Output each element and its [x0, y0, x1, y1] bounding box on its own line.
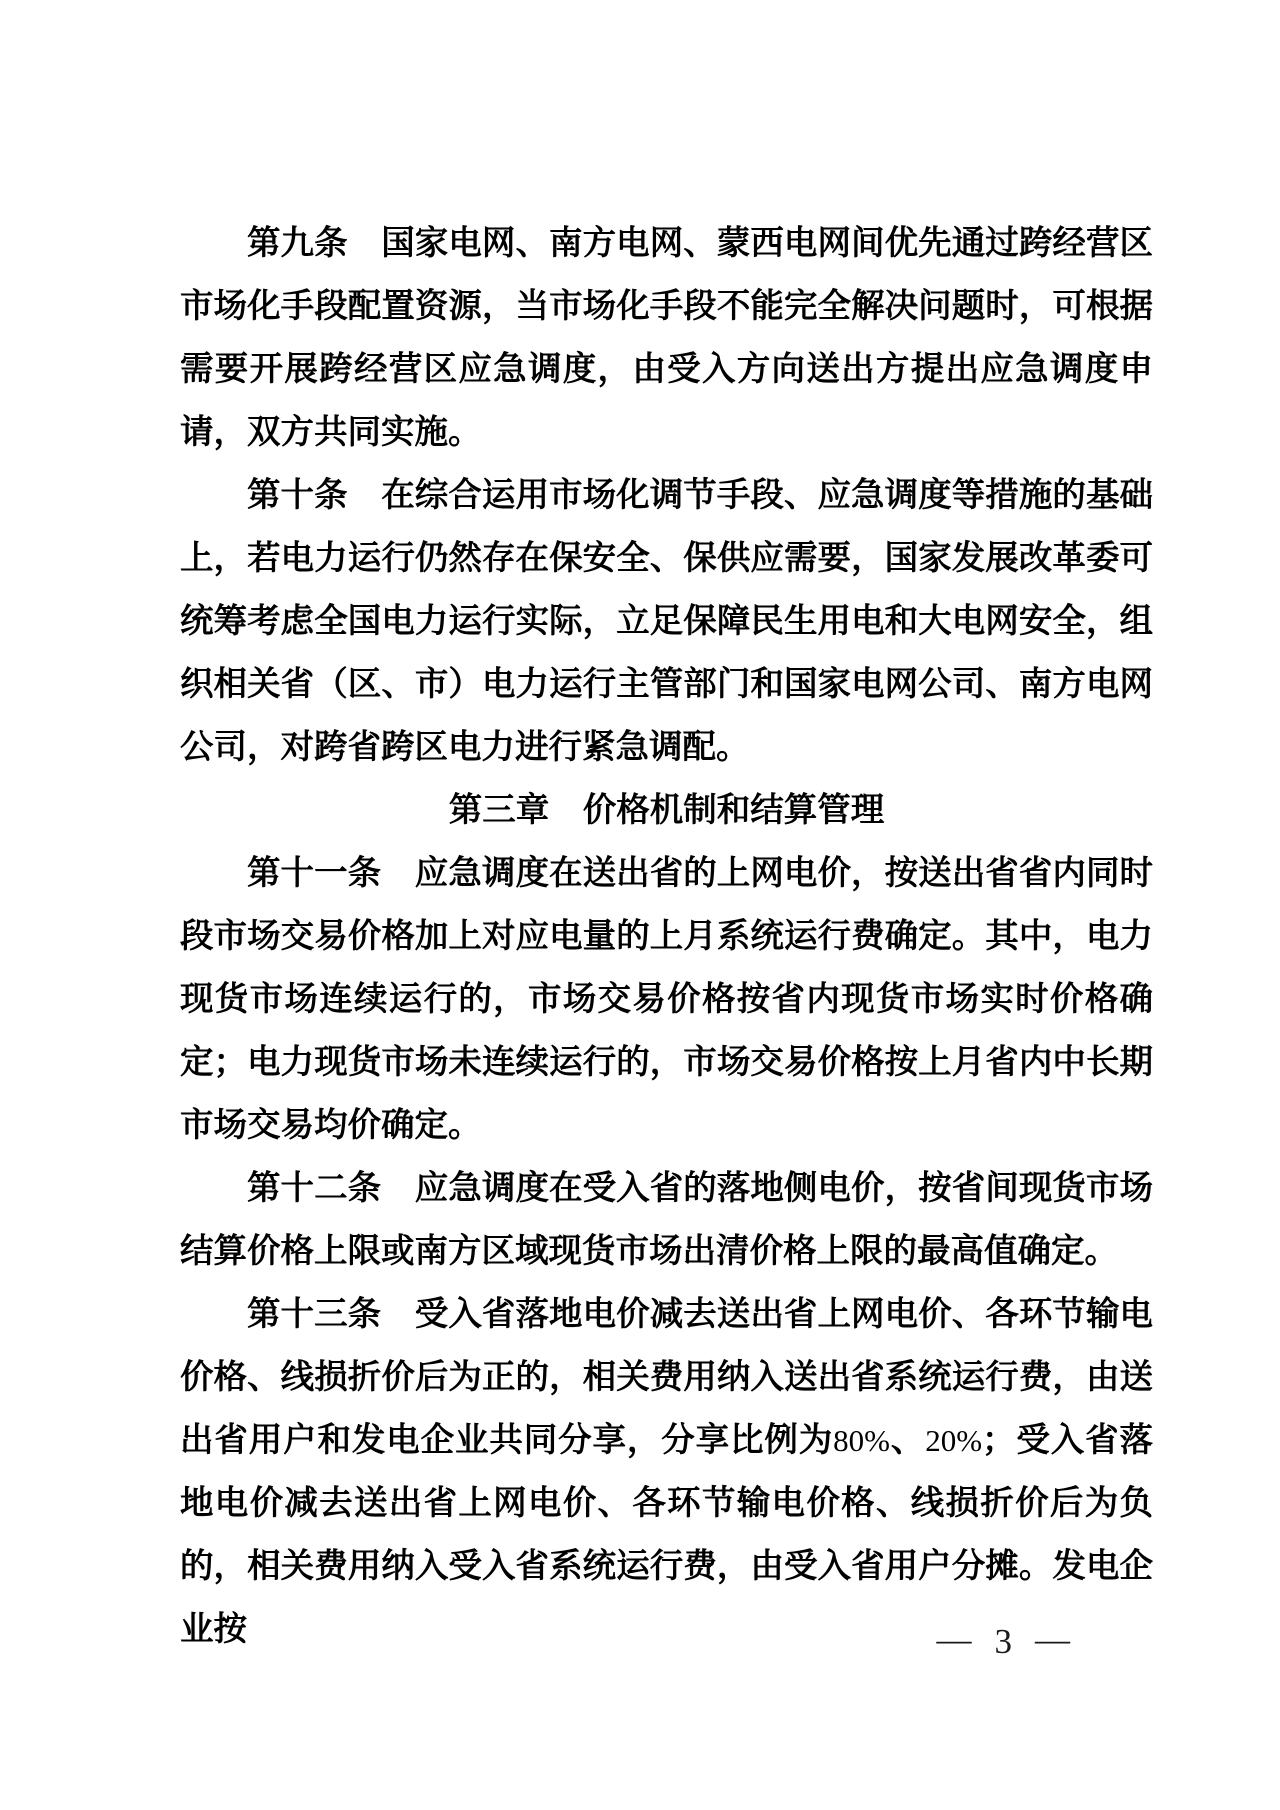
- paragraph-article-11: 第十一条 应急调度在送出省的上网电价，按送出省省内同时段市场交易价格加上对应电量的上月系统运行费确定。其中，电力现货市场连续运行的，市场交易价格按省内现货市场实时价格确定；电力现货市场未连续运行的，市场交易价格按上月省内中长期市场交易均价确定。: [180, 855, 1153, 1144]
- page-number: 3: [994, 1622, 1012, 1661]
- article-13-text-lead: 第十三条 受入省落地电价减去送出省上网电价、各环节输电价格、线损折价后为正的，相关费用纳入送出省系统运行费，由送出省用户和发电企业共同分享，分享比例为: [180, 1296, 1153, 1459]
- document-body: [180, 212, 1153, 1661]
- share-ratio-80-value: 80%: [833, 1423, 890, 1458]
- paragraph-article-10: 第十条 在综合运用市场化调节手段、应急调度等措施的基础上，若电力运行仍然存在保安全、保供应需要，国家发展改革委可统筹考虑全国电力运行实际，立足保障民生用电和大电网安全，组织相关省（区、市）电力运行主管部门和国家电网公司、南方电网公司，对跨省跨区电力进行紧急调配。: [180, 477, 1153, 766]
- page-number-dash-left: —: [936, 1620, 972, 1659]
- page-number-dash-right: —: [1035, 1620, 1070, 1659]
- enumeration-comma: 、: [889, 1422, 926, 1459]
- article-13-text-tail: ；受入省落地电价减去送出省上网电价、各环节输电价格、线损折价后为负的，相关费用纳入受入省系统运行费，由受入省用户分摊。发电企业按: [180, 1422, 1154, 1648]
- paragraph-article-12: 第十二条 应急调度在受入省的落地侧电价，按省间现货市场结算价格上限或南方区域现货市场出清价格上限的最高值确定。: [180, 1170, 1153, 1270]
- paragraph-article-13: [180, 1283, 1153, 1661]
- page-footer: [937, 1622, 1071, 1662]
- share-ratio-20-value: 20%: [925, 1423, 983, 1458]
- chapter-3-heading: 第三章 价格机制和结算管理: [448, 792, 885, 829]
- paragraph-article-9: 第九条 国家电网、南方电网、蒙西电网间优先通过跨经营区市场化手段配置资源，当市场化手段不能完全解决问题时，可根据需要开展跨经营区应急调度，由受入方向送出方提出应急调度申请，双方共同实施。: [180, 225, 1153, 451]
